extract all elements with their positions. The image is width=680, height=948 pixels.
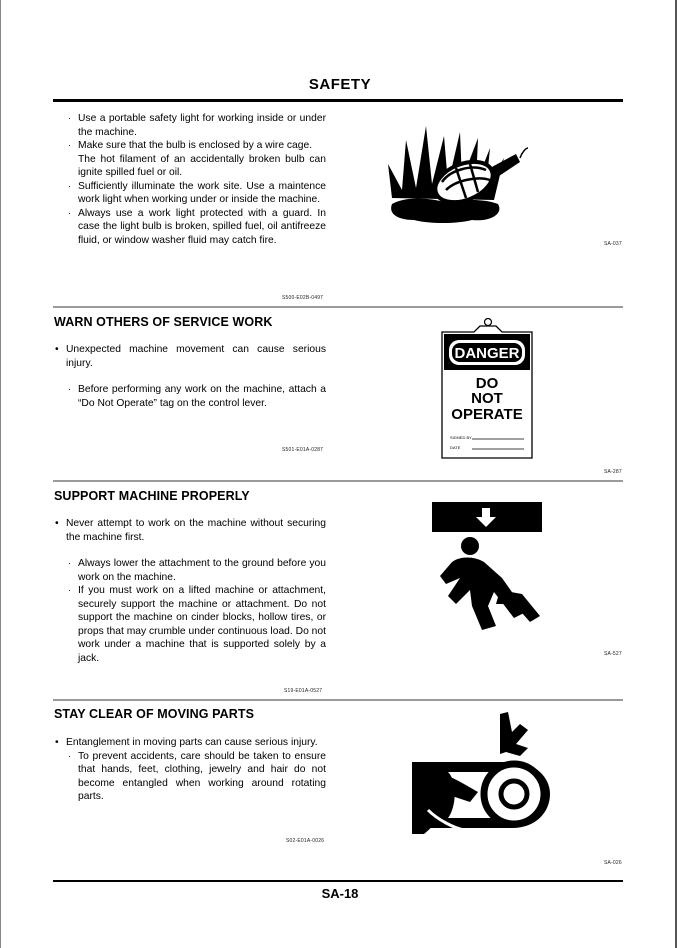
section-code: S19-E01A-0527 [284,688,323,694]
list-item: · To prevent accidents, care should be taken to ensure that hands, feet, clothing, jewelry and hair do not become entangled when working around rotating parts. [68,750,326,802]
section-divider [53,480,623,482]
list-item: • Never attempt to work on the machine without securing the machine first. [55,518,326,543]
tag-line1: DO [475,375,499,392]
list-item: · If you must work on a lifted machine or attachment, securely support the machine or attachment. Do not support the machine on cinder blocks, hollow tires, or props that may crumble under continuous load. Do not work under a machine that is supported solely by a jack. [68,585,326,664]
list-item-continuation: The hot filament of an accidentally broken bulb can ignite spilled fuel or oil. [78,153,326,178]
section-divider [53,306,623,308]
list-item: · Make sure that the bulb is enclosed by a wire cage. [68,140,313,151]
list-item: • Entanglement in moving parts can cause serious injury. [55,737,318,748]
list-item: · Before performing any work on the machine, attach a “Do Not Operate” tag on the control lever. [68,384,326,409]
tag-signed-label: SIGNED BY [450,435,472,440]
page-border-right [675,0,677,948]
page-border-left [0,0,1,948]
section-divider [53,699,623,701]
entanglement-hazard-illustration [408,710,552,852]
section-code: S500-E02B-0497 [282,295,324,301]
figure-code: SA-527 [604,651,622,657]
crush-hazard-illustration [430,500,546,632]
tag-line2: NOT [471,390,503,407]
section-work-light-text [54,112,326,247]
page-title: SAFETY [308,76,372,93]
footer-rule [53,880,623,882]
tag-date-label: DATE [450,445,461,450]
work-light-illustration [386,118,528,228]
list-item: · Always lower the attachment to the ground before you work on the machine. [68,558,326,583]
tag-line3: OPERATE [451,406,523,423]
section-warn-text [54,343,326,410]
list-item: · Always use a work light protected with a guard. In case the light bulb is broken, spilled fuel, oil antifreeze fluid, or window washer fluid may catch fire. [68,207,326,246]
danger-tag-illustration [440,316,534,462]
section-support-text [54,517,326,665]
figure-code: SA-037 [604,241,622,247]
section-code: S501-E01A-0287 [282,447,324,453]
section-moving-parts-text [54,736,326,804]
figure-code: SA-026 [604,860,622,866]
figure-code: SA-287 [604,469,622,475]
page-number: SA-18 [321,886,359,901]
list-item: · Sufficiently illuminate the work site. Use a maintence work light when working under or inside the machine. [68,180,326,205]
tag-header: DANGER [454,345,520,362]
section-title: SUPPORT MACHINE PROPERLY [54,489,250,503]
section-title: STAY CLEAR OF MOVING PARTS [54,707,255,721]
section-title: WARN OTHERS OF SERVICE WORK [54,315,273,329]
list-item: • Unexpected machine movement can cause serious injury. [55,344,326,369]
header-rule [53,99,623,102]
list-item: · Use a portable safety light for working inside or under the machine. [68,113,326,138]
section-code: S02-E01A-0026 [286,838,325,844]
